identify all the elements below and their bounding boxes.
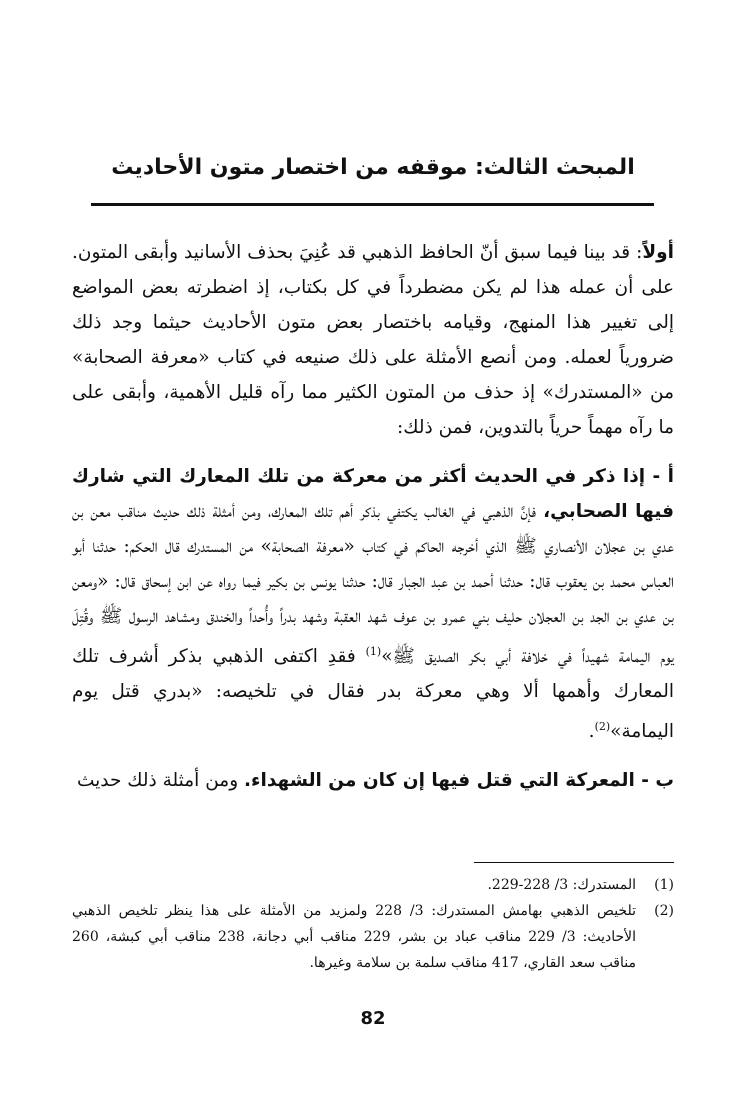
paragraph-alif-text-end: . — [588, 721, 595, 743]
paragraph-first — [72, 235, 674, 445]
paragraph-first-text: : قد بينا فيما سبق أنّ الحافظ الذهبي قد عُنِيَ بحذف الأسانيد وأبقى المتون. على أن عمله هذا لم يكن مضطرداً في كل بكتاب، إذ اضطرته بعض المواضع إلى تغيير هذا المنهج، وقيامه باختصار بعض متون الأحاديث حيثما وجد ذلك ضرورياً لعمله. ومن أنصع الأمثلة على ذلك صنيعه في كتاب «معرفة الصحابة» من «المستدرك» إذ حذف من المتون الكثير مما رآه قليل الأهمية، وأبقى على ما رآه مهماً حرياً بالتدوين، فمن ذلك: — [72, 242, 674, 438]
paragraph-ba — [72, 763, 674, 798]
paragraph-ba-lead: ب - المعركة التي قتل فيها إن كان من الشهداء. — [244, 770, 674, 792]
paragraph-first-lead: أولاً — [642, 242, 674, 263]
footnotes — [72, 872, 674, 976]
footnote-text: المستدرك: 3/ 228-229. — [487, 877, 636, 893]
section-title: المبحث الثالث: موقفه من اختصار متون الأحاديث — [111, 155, 635, 180]
page-number: 82 — [360, 1008, 386, 1029]
footnote-ref-1[interactable]: (1) — [365, 645, 382, 658]
footnote-2 — [72, 898, 674, 976]
paragraph-alif-text-2: فقدِ اكتفى الذهبي بذكر أشرف تلك المعارك وأهمها ألا وهي معركة بدر فقال في تلخيصه: «بدري قتل يوم اليمامة» — [72, 646, 674, 743]
paragraph-ba-text: ومن أمثلة ذلك حديث — [76, 770, 245, 792]
footnote-number: (1) — [654, 877, 674, 893]
footnote-text: تلخيص الذهبي بهامش المستدرك: 3/ 228 ولمزيد من الأمثلة على هذا ينظر تلخيص الذهبي الأحاديث: 3/ 229 مناقب عباد بن بشر، 229 مناقب أبي دجانة، 238 مناقب أبي كبشة، 260 مناقب سعد القاري، 417 مناقب سلمة بن سلامة وغيرها. — [72, 903, 637, 971]
main-text — [72, 235, 674, 812]
paragraph-alif — [72, 459, 674, 749]
paragraph-alif-text-1: فإنَّ الذهبي في الغالب يكتفي بذكر أهم تلك المعارك، ومن أمثلة ذلك حديث مناقب معن بن عدي بن عجلان الأنصاري ﷺ الذي أخرجه الحاكم في كتاب «معرفة الصحابة» من المستدرك قال الحكم: حدثنا أبو العباس محمد بن يعقوب قال: حدثنا أحمد بن عبد الجبار قال: حدثنا يونس بن بكير فيما رواه عن ابن إسحاق قال: «ومعن بن عدي بن الجد بن العجلان حليف بني عمرو بن عوف شهد العقبة وشهد بدراً وأُحداً والخندق ومشاهد الرسول ﷺ وقُتِلَ يوم اليمامة شهيداً في خلافة أبي بكر الصديق ﷺ» — [72, 501, 674, 668]
footnote-ref-2[interactable]: (2) — [594, 720, 611, 734]
title-underline — [91, 203, 654, 206]
footnote-number: (2) — [654, 903, 674, 919]
footnote-separator — [474, 862, 674, 863]
paragraph-alif-lead: أ - إذا ذكر في الحديث أكثر من معركة من تلك المعارك التي شارك فيها الصحابي، — [72, 466, 674, 522]
footnote-1 — [72, 872, 674, 898]
